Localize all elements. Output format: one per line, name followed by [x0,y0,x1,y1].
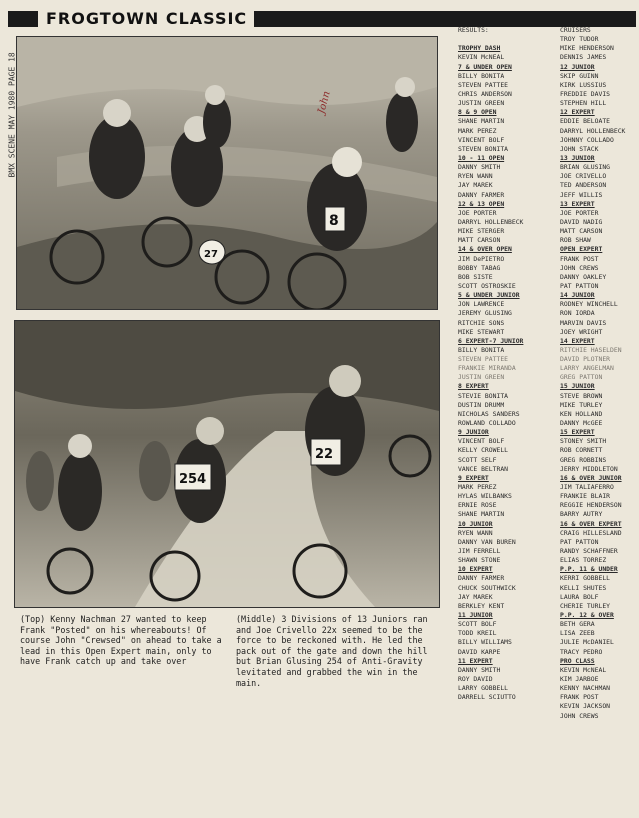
results-entry: MIKE HENDERSON [560,44,614,53]
results-entry: DANNY FARMER [458,190,505,199]
results-entry: GREG ROBBINS [560,455,607,464]
results-entry: JUSTIN GREEN [458,99,505,108]
results-entry: CHERIE TURLEY [560,601,611,610]
results-entry: MARK PEREZ [458,483,497,492]
results-class-heading: 13 EXPERT [560,199,595,208]
results-entry: FRANKIE MIRANDA [458,364,516,373]
results-class-heading: 14 EXPERT [560,336,595,345]
results-entry: VINCENT BOLF [458,135,505,144]
results-entry: STONEY SMITH [560,437,607,446]
svg-text:254: 254 [179,472,207,487]
results-entry: RYEN WANN [458,528,493,537]
results-entry: DANNY FARMER [458,574,505,583]
results-entry: FRANK POST [560,254,599,263]
results-entry: DARRELL SCIUTTO [458,693,516,702]
results-entry: KIM JARBOE [560,674,599,683]
results-entry: TODD KREIL [458,629,497,638]
results-class-heading: 14 JUNIOR [560,291,595,300]
top-photo [16,36,438,310]
results-entry: ROB SHAW [560,236,591,245]
results-entry: KERRI GOBBELL [560,574,611,583]
results-entry: KEN HOLLAND [560,409,603,418]
results-entry: JOHN CREWS [560,711,599,720]
results-entry: RON IORDA [560,309,595,318]
results-entry: RANDY SCHAFFNER [560,547,618,556]
results-entry: DENNIS JAMES [560,53,607,62]
results-entry: BERKLEY KENT [458,601,505,610]
results-entry: RITCHIE SONS [458,318,505,327]
results-entry: LAURA BOLF [560,592,599,601]
results-entry: JIM FERRELL [458,547,501,556]
results-entry: MIKE STEWART [458,327,505,336]
results-entry: REGGIE HENDERSON [560,501,622,510]
results-entry: KENNY NACHMAN [560,684,611,693]
results-entry: BOB SISTE [458,272,493,281]
results-entry: DANNY SMITH [458,665,501,674]
results-entry: JOE PORTER [560,208,599,217]
results-entry: STEVE BROWN [560,391,603,400]
results-class-heading: 15 JUNIOR [560,382,595,391]
results-entry: JAY MAREK [458,592,493,601]
results-entry: DANNY SMITH [458,163,501,172]
results-entry: KEVIN JACKSON [560,702,611,711]
results-class-heading: 16 & OVER EXPERT [560,519,622,528]
results-entry: CHUCK SOUTHWICK [458,583,516,592]
results-class-heading: 7 & UNDER OPEN [458,62,512,71]
results-entry: SHAWN STONE [458,556,501,565]
results-class-heading: 6 EXPERT-7 JUNIOR [458,336,524,345]
results-entry: JOEY WRIGHT [560,327,603,336]
results-entry: STEPHEN HILL [560,99,607,108]
results-entry: BILLY WILLIAMS [458,638,512,647]
results-entry: DANNY VAN BUREN [458,537,516,546]
results-class-heading: 16 & OVER JUNIOR [560,473,622,482]
page-title: FROGTOWN CLASSIC [46,9,248,28]
results-entry: SKIP GUINN [560,71,599,80]
results-entry: SCOTT SELF [458,455,497,464]
results-column-1 [458,26,544,702]
results-class-heading: PRO CLASS [560,656,595,665]
results-entry: ROWLAND COLLADO [458,419,516,428]
results-entry: JUSTIN GREEN [458,373,505,382]
results-entry: MIKE STERGER [458,227,505,236]
results-entry: PAT PATTON [560,537,599,546]
side-label [1,52,17,182]
results-entry: KEVIN McNEAL [560,665,607,674]
results-entry: SHANE MARTIN [458,510,505,519]
results-entry: STEVEN BONITA [458,144,509,153]
results-entry: GREG PATTON [560,373,603,382]
results-entry: MARK PEREZ [458,126,497,135]
results-entry: FREDDIE DAVIS [560,89,611,98]
results-entry: TED ANDERSON [560,181,607,190]
results-entry: JON LAWRENCE [458,300,505,309]
results-entry: RESULTS: [458,26,489,34]
results-entry: RODNEY WINCHELL [560,300,618,309]
results-entry: BARRY AUTRY [560,510,603,519]
results-class-heading: 13 JUNIOR [560,153,595,162]
results-entry: JOHN STACK [560,144,599,153]
results-class-heading: 8 EXPERT [458,382,489,391]
results-entry: JOHN CREWS [560,263,599,272]
results-class-heading: P.P. 11 & UNDER [560,565,618,574]
results-entry: STEVIE BONITA [458,391,509,400]
captions [16,614,446,814]
results-class-heading: 11 EXPERT [458,656,493,665]
results-entry: MARVIN DAVIS [560,318,607,327]
results-entry: JAY MAREK [458,181,493,190]
results-entry: PAT PATTON [560,281,599,290]
results-entry: DAVID KARPE [458,647,501,656]
results-entry: JOE CRIVELLO [560,172,607,181]
results-entry: JEREMY GLUSING [458,309,512,318]
results-entry: JOHNNY COLLADO [560,135,614,144]
results-entry: RITCHIE HASELDEN [560,345,622,354]
results-entry: CRAIG HILLESLAND [560,528,622,537]
header-bar-left [8,11,38,27]
results-entry: DUSTIN DRUMM [458,400,505,409]
results-class-heading: 10 EXPERT [458,565,493,574]
results-class-heading: 10 JUNIOR [458,519,493,528]
results-class-heading: 10 - 11 OPEN [458,153,505,162]
results-entry: JIM TALIAFERRO [560,483,614,492]
results-entry: VANCE BELTRAN [458,464,509,473]
caption-middle: (Middle) 3 Divisions of 13 Juniors ran and Joe Crivello 22x seemed to be the force to be reckoned with. He led the pack out of the gate and down the hill but Brian Glusing 254 of Anti-Gravity levitated and grabbed the win in the main. [236,614,428,688]
results-entry: LARRY GOBBELL [458,684,509,693]
results-entry: KELLY CROWELL [458,446,509,455]
results-entry: JERRY MIDDLETON [560,464,618,473]
results-entry: DAVID PLOTNER [560,355,611,364]
results-entry: CHRIS ANDERSON [458,89,512,98]
results-entry: JEFF WILLIS [560,190,603,199]
results-entry: MATT CARSON [560,227,603,236]
results-entry: HYLAS WILBANKS [458,492,512,501]
results-entry: KEVIN McNEAL [458,53,505,62]
results-entry: DARRYL HOLLENBECK [560,126,626,135]
results-class-heading: 5 & UNDER JUNIOR [458,291,520,300]
svg-text:27: 27 [204,249,218,260]
results-entry: VINCENT BOLF [458,437,505,446]
results-class-heading: 11 JUNIOR [458,611,493,619]
results-entry: BILLY BONITA [458,345,505,354]
caption-top: (Top) Kenny Nachman 27 wanted to keep Frank "Posted" on his whereabouts! Of course John "Crewsed" on ahead to take a lead in this Open Expert main, only to have Frank catch up and take over [20,614,222,667]
results-entry: EDDIE BELOATE [560,117,611,126]
pen-annotation: John [316,90,333,115]
results-entry: RYEN WANN [458,172,493,181]
results-entry: JOE PORTER [458,208,497,217]
results-class-heading: TROPHY DASH [458,44,501,53]
results-entry: TRACY PEDRO [560,647,603,656]
results-class-heading: 12 & 13 OPEN [458,199,505,208]
results-class-heading: 9 JUNIOR [458,428,489,437]
results-entry: ERNIE ROSE [458,501,497,510]
results-class-heading: 12 JUNIOR [560,62,595,71]
results-entry: NICHOLAS SANDERS [458,409,520,418]
results-entry: ROB CORNETT [560,446,603,455]
side-label-text: BMX SCENE MAY 1980 PAGE 18 [7,52,17,178]
results-entry: DAVID NADIG [560,217,603,226]
results-column-2 [560,26,636,721]
results-entry [458,35,544,44]
results-entry: LARRY ANGELMAN [560,364,614,373]
svg-text:22: 22 [315,447,334,462]
results-entry: JIM DePIETRO [458,254,505,263]
results-entry: MIKE TURLEY [560,400,603,409]
results-entry: ROY DAVID [458,674,493,683]
results-class-heading: 9 EXPERT [458,473,489,482]
results-entry: LISA ZEEB [560,629,595,638]
results-entry: TROY TUDOR [560,35,599,44]
results-entry: BRIAN GLUSING [560,163,611,172]
results-entry: SCOTT OSTROSKIE [458,281,516,290]
header-bar-right [254,11,636,27]
results-entry: STEVEN PATTEE [458,355,509,364]
middle-photo [14,320,440,608]
results-entry: SHANE MARTIN [458,117,505,126]
results-class-heading: 12 EXPERT [560,108,595,117]
results-entry: CRUISERS [560,26,591,34]
svg-text:8: 8 [329,213,339,229]
results-class-heading: P.P. 12 & OVER [560,611,614,619]
results-entry: JULIE McDANIEL [560,638,614,647]
results-entry: DANNY OAKLEY [560,272,607,281]
results-entry: DARRYL HOLLENBECK [458,217,524,226]
results-class-heading: OPEN EXPERT [560,245,603,254]
results-class-heading: 8 & 9 OPEN [458,108,497,117]
results-entry: BETH GERA [560,620,595,629]
results-entry: BILLY BONITA [458,71,505,80]
results-entry: KIRK LUSSIUS [560,80,607,89]
results-entry: MATT CARSON [458,236,501,245]
results-class-heading: 15 EXPERT [560,428,595,437]
results-entry: DANNY McGEE [560,419,603,428]
results-entry: FRANK POST [560,693,599,702]
results-entry: KELLI SHUTES [560,583,607,592]
results-entry: BOBBY TABAG [458,263,501,272]
results-entry: FRANKIE BLAIR [560,492,611,501]
results-class-heading: 14 & OVER OPEN [458,245,512,254]
results-entry: STEVEN PATTEE [458,80,509,89]
results-entry: SCOTT BOLF [458,620,497,629]
results-entry: ELIAS TORREZ [560,556,607,565]
